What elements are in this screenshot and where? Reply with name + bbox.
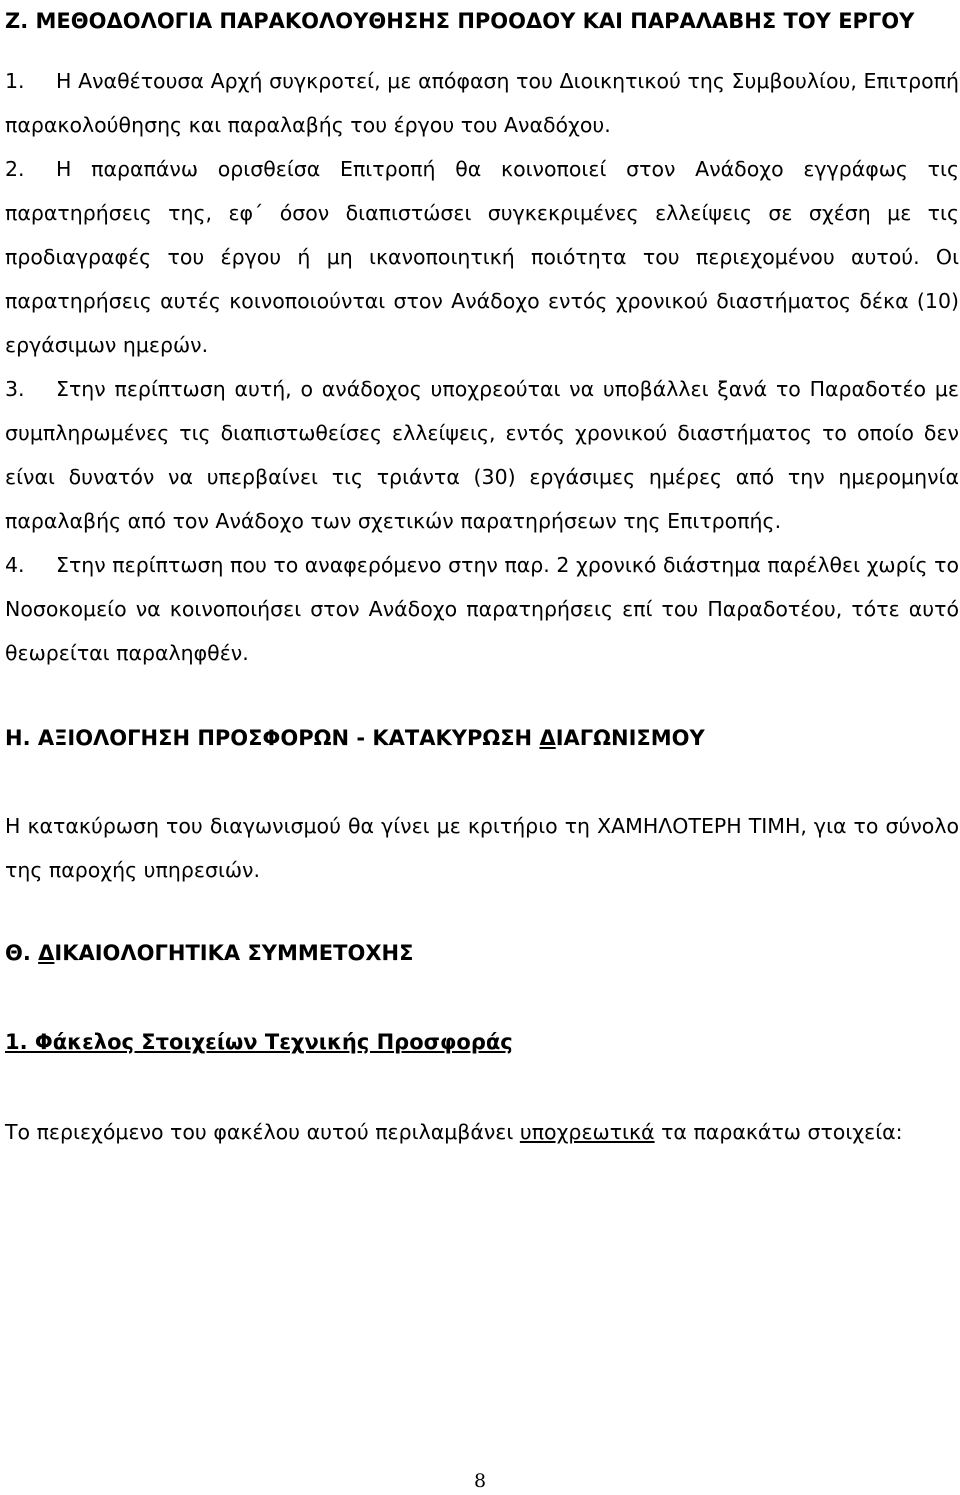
section-th-title: Θ. ΔΙΚΑΙΟΛΟΓΗΤΙΚΑ ΣΥΜΜΕΤΟΧΗΣ	[5, 941, 414, 965]
list-item-2	[5, 147, 959, 367]
list-item-number: 1.	[5, 69, 25, 93]
list-item-4	[5, 543, 959, 675]
section-g-list	[5, 59, 959, 675]
list-item-number: 3.	[5, 377, 25, 401]
list-item-text: Η παραπάνω ορισθείσα Επιτροπή θα κοινοποιεί στον Ανάδοχο εγγράφως τις παρατηρήσεις της, εφ΄ όσον διαπιστώσει συγκεκριμένες ελλείψεις σε σχέση με τις προδιαγραφές του έργου ή μη ικανοποιητική ποιότητα του περιεχομένου αυτού. Οι παρατηρήσεις αυτές κοινοποιούνται στον Ανάδοχο εντός χρονικού διαστήματος δέκα (10) εργάσιμων ημερών.	[5, 157, 959, 357]
list-item-1	[5, 59, 959, 147]
document-page	[5, 0, 959, 1154]
section-g-title: Ζ. ΜΕΘΟΔΟΛΟΓΙΑ ΠΑΡΑΚΟΛΟΥΘΗΣΗΣ ΠΡΟΟΔΟΥ ΚΑΙ ΠΑΡΑΛΑΒΗΣ ΤΟΥ ΕΡΓΟΥ	[5, 9, 915, 33]
list-item-number: 4.	[5, 553, 25, 577]
subsection-title: 1. Φάκελος Στοιχείων Τεχνικής Προσφοράς	[5, 1030, 513, 1054]
list-item-3	[5, 367, 959, 543]
section-h-title: Η. ΑΞΙΟΛΟΓΗΣΗ ΠΡΟΣΦΟΡΩΝ - ΚΑΤΑΚΥΡΩΣΗ ΔΙΑΓΩΝΙΣΜΟΥ	[5, 726, 705, 750]
section-th-text: Το περιεχόμενο του φακέλου αυτού περιλαμβάνει υποχρεωτικά τα παρακάτω στοιχεία:	[5, 1120, 903, 1144]
section-h-text: Η κατακύρωση του διαγωνισμού θα γίνει με κριτήριο τη ΧΑΜΗΛΟΤΕΡΗ ΤΙΜΗ, για το σύνολο της παροχής υπηρεσιών.	[5, 814, 959, 882]
page-number: 8	[473, 1470, 487, 1492]
list-item-text: Στην περίπτωση που το αναφερόμενο στην παρ. 2 χρονικό διάστημα παρέλθει χωρίς το Νοσοκομείο να κοινοποιήσει στον Ανάδοχο παρατηρήσεις επί του Παραδοτέου, τότε αυτό θεωρείται παραληφθέν.	[5, 553, 959, 665]
list-item-text: Η Αναθέτουσα Αρχή συγκροτεί, με απόφαση του Διοικητικού της Συμβουλίου, Επιτροπή παρακολούθησης και παραλαβής του έργου του Αναδόχου.	[5, 69, 959, 137]
list-item-text: Στην περίπτωση αυτή, ο ανάδοχος υποχρεούται να υποβάλλει ξανά το Παραδοτέο με συμπληρωμένες τις διαπιστωθείσες ελλείψεις, εντός χρονικού διαστήματος το οποίο δεν είναι δυνατόν να υπερβαίνει τις τριάντα (30) εργάσιμες ημέρες από την ημερομηνία παραλαβής από τον Ανάδοχο των σχετικών παρατηρήσεων της Επιτροπής.	[5, 377, 959, 533]
list-item-number: 2.	[5, 157, 25, 181]
